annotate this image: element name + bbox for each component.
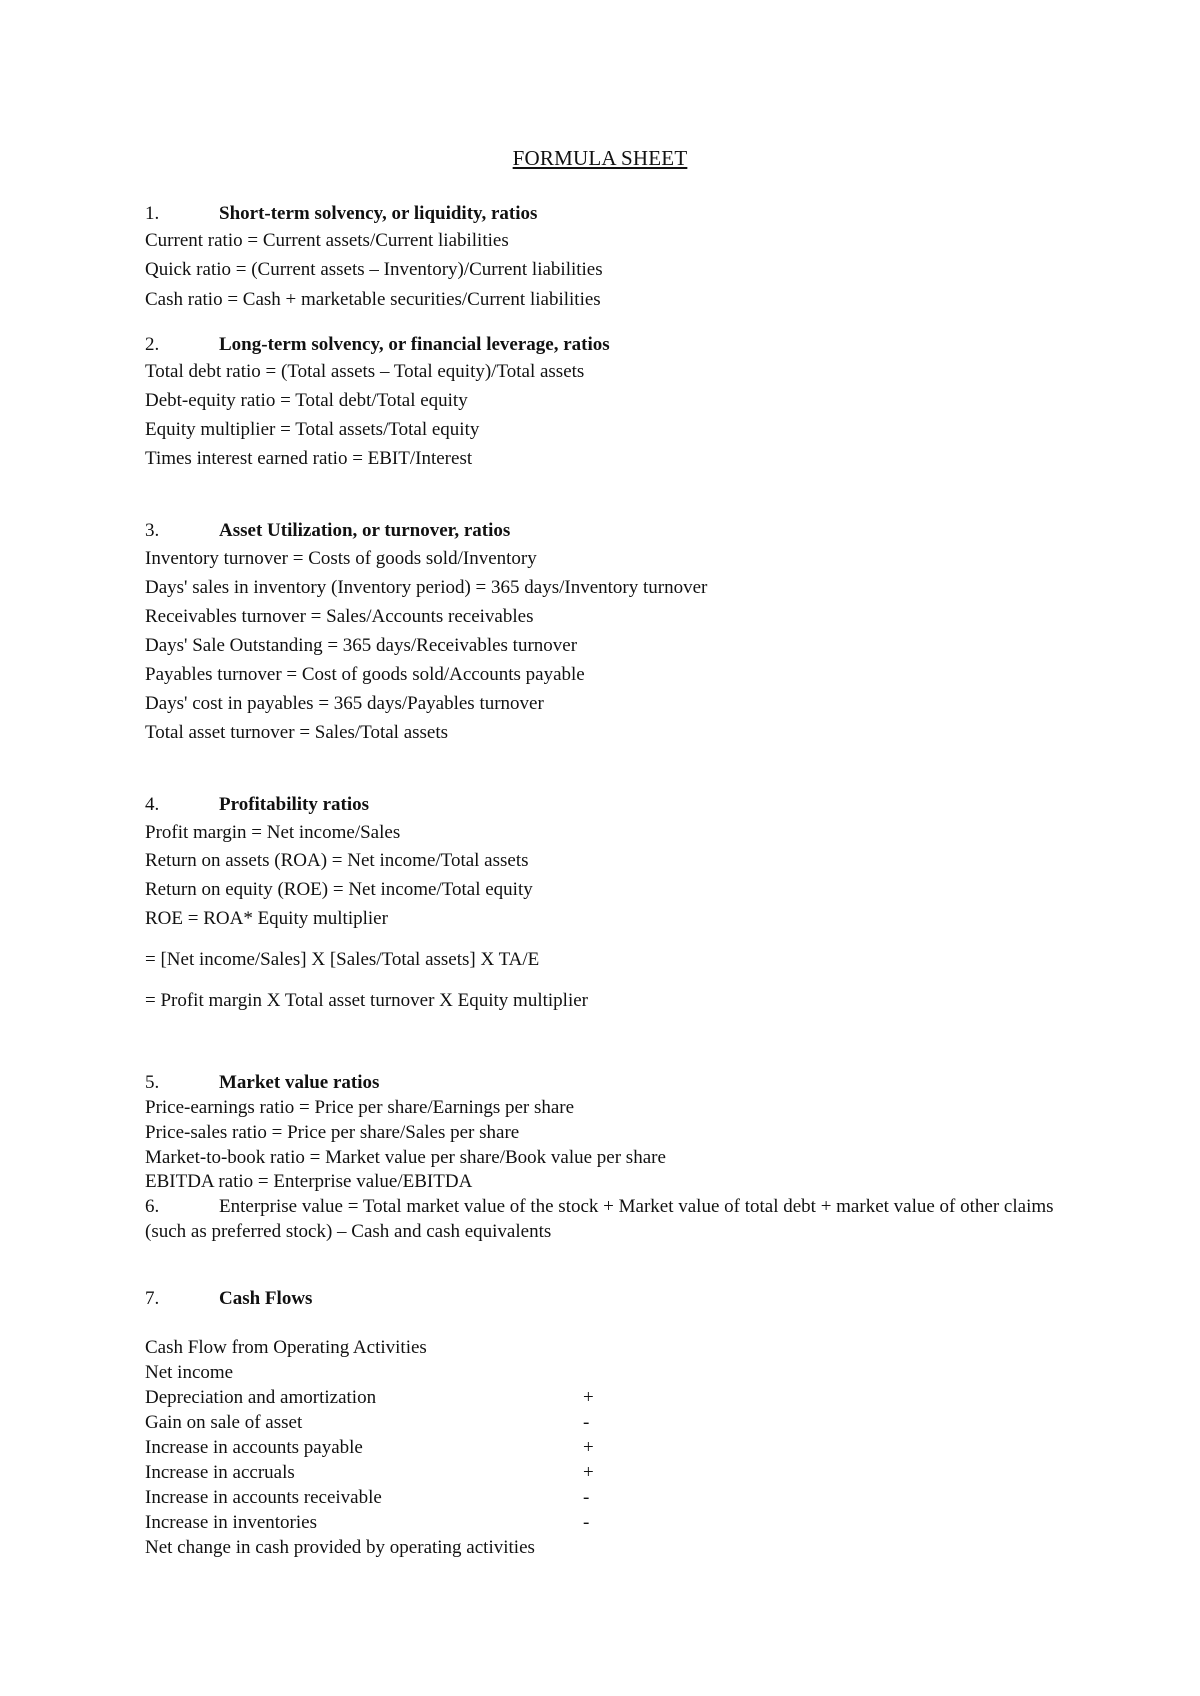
enterprise-value-text: Enterprise value = Total market value of the stock + Market value of total debt + market value of other claims (such as preferred stock) – Cash and cash equivalents	[145, 1196, 1054, 1242]
section-7-heading	[145, 1288, 312, 1310]
cashflow-sign: -	[583, 1487, 590, 1508]
formula-line: Total debt ratio = (Total assets – Total equity)/Total assets	[145, 361, 585, 382]
formula-line: Price-earnings ratio = Price per share/Earnings per share	[145, 1097, 575, 1118]
cashflow-label: Increase in accounts payable	[145, 1437, 363, 1458]
formula-line: Inventory turnover = Costs of goods sold/Inventory	[145, 548, 537, 569]
section-number: 2.	[145, 334, 160, 355]
formula-line: Debt-equity ratio = Total debt/Total equity	[145, 390, 468, 411]
section-number: 3.	[145, 520, 160, 541]
section-2-heading	[145, 334, 610, 356]
section-number: 7.	[145, 1288, 160, 1309]
formula-line: Quick ratio = (Current assets – Inventory)/Current liabilities	[145, 259, 603, 280]
section-3-heading	[145, 520, 510, 542]
cashflow-label: Net change in cash provided by operating activities	[145, 1537, 535, 1558]
formula-line: Payables turnover = Cost of goods sold/Accounts payable	[145, 664, 585, 685]
cashflow-row	[145, 1462, 625, 1484]
formula-line: Return on assets (ROA) = Net income/Total assets	[145, 850, 529, 871]
cashflow-row	[145, 1387, 625, 1409]
section-4-heading	[145, 794, 369, 816]
formula-line: Current ratio = Current assets/Current liabilities	[145, 230, 509, 251]
cashflow-label: Net income	[145, 1362, 234, 1383]
section-title: Cash Flows	[219, 1288, 313, 1309]
cashflow-row	[145, 1537, 625, 1559]
section-number: 5.	[145, 1072, 160, 1093]
cashflow-label: Increase in inventories	[145, 1512, 317, 1533]
cashflow-sign: +	[583, 1437, 594, 1458]
cashflow-label: Depreciation and amortization	[145, 1387, 377, 1408]
page-title: FORMULA SHEET	[512, 146, 688, 170]
formula-line: Return on equity (ROE) = Net income/Total equity	[145, 879, 533, 900]
cashflow-sign: -	[583, 1412, 590, 1433]
section-title: Short-term solvency, or liquidity, ratios	[219, 203, 538, 224]
cashflow-label: Increase in accounts receivable	[145, 1487, 382, 1508]
cashflow-subheading: Cash Flow from Operating Activities	[145, 1337, 427, 1358]
formula-line: = [Net income/Sales] X [Sales/Total assets] X TA/E	[145, 949, 540, 970]
section-number: 6.	[145, 1196, 160, 1217]
formula-line: Total asset turnover = Sales/Total assets	[145, 722, 449, 743]
formula-line: Receivables turnover = Sales/Accounts receivables	[145, 606, 534, 627]
cashflow-row	[145, 1412, 625, 1434]
cashflow-label: Gain on sale of asset	[145, 1412, 303, 1433]
formula-line: Equity multiplier = Total assets/Total equity	[145, 419, 480, 440]
section-1-heading	[145, 203, 537, 225]
enterprise-value-paragraph	[145, 1194, 1065, 1244]
formula-line: Times interest earned ratio = EBIT/Interest	[145, 448, 473, 469]
formula-line: Price-sales ratio = Price per share/Sales per share	[145, 1122, 520, 1143]
section-title: Asset Utilization, or turnover, ratios	[219, 520, 511, 541]
formula-line: Profit margin = Net income/Sales	[145, 822, 401, 843]
formula-line: Market-to-book ratio = Market value per share/Book value per share	[145, 1147, 666, 1168]
formula-line: Cash ratio = Cash + marketable securities/Current liabilities	[145, 289, 601, 310]
section-title: Long-term solvency, or financial leverage, ratios	[219, 334, 610, 355]
cashflow-sign: +	[583, 1387, 594, 1408]
formula-line: Days' Sale Outstanding = 365 days/Receivables turnover	[145, 635, 578, 656]
cashflow-row	[145, 1362, 625, 1384]
section-5-heading	[145, 1072, 379, 1094]
cashflow-sign: +	[583, 1462, 594, 1483]
section-title: Profitability ratios	[219, 794, 370, 815]
cashflow-row	[145, 1487, 625, 1509]
cashflow-row	[145, 1512, 625, 1534]
section-title: Market value ratios	[219, 1072, 380, 1093]
cashflow-sign: -	[583, 1512, 590, 1533]
formula-line: ROE = ROA* Equity multiplier	[145, 908, 388, 929]
cashflow-label: Increase in accruals	[145, 1462, 295, 1483]
formula-line: EBITDA ratio = Enterprise value/EBITDA	[145, 1171, 473, 1192]
section-number: 1.	[145, 203, 160, 224]
formula-line: Days' sales in inventory (Inventory period) = 365 days/Inventory turnover	[145, 577, 708, 598]
section-number: 4.	[145, 794, 160, 815]
formula-line: Days' cost in payables = 365 days/Payables turnover	[145, 693, 544, 714]
cashflow-row	[145, 1437, 625, 1459]
formula-line: = Profit margin X Total asset turnover X Equity multiplier	[145, 990, 588, 1011]
